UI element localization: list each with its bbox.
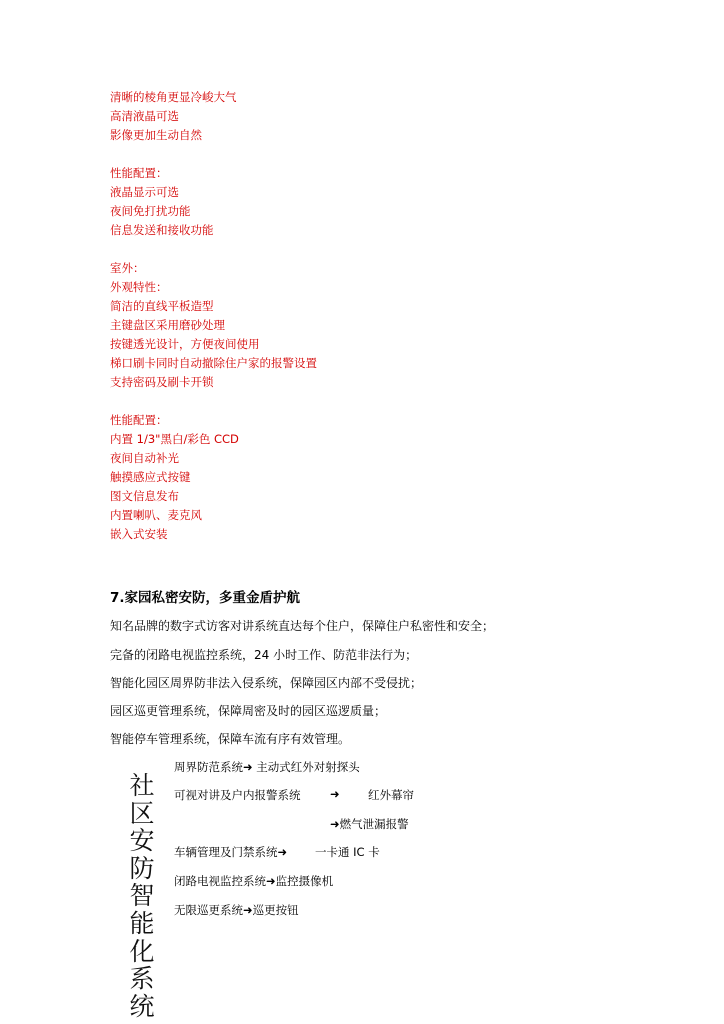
feature-line: 影像更加生动自然 bbox=[110, 128, 202, 142]
paragraph: 智能停车管理系统，保障车流有序有效管理。 bbox=[110, 732, 351, 746]
paragraph: 园区巡更管理系统，保障周密及时的园区巡逻质量； bbox=[110, 704, 387, 718]
section-heading: 7.家园私密安防，多重金盾护航 bbox=[110, 590, 301, 606]
feature-line: 触摸感应式按键 bbox=[110, 470, 191, 484]
feature-line: 嵌入式安装 bbox=[110, 527, 168, 541]
feature-line: 清晰的棱角更显冷峻大气 bbox=[110, 90, 237, 104]
feature-line: 高清液晶可选 bbox=[110, 109, 179, 123]
indoor-performance-list bbox=[110, 164, 214, 240]
feature-line: 内置喇叭、麦克风 bbox=[110, 508, 202, 522]
feature-heading: 性能配置： bbox=[110, 413, 168, 427]
feature-line: 主键盘区采用磨砂处理 bbox=[110, 318, 225, 332]
diagram-row-patrol: 无限巡更系统➜巡更按钮 bbox=[174, 903, 299, 917]
paragraph: 完备的闭路电视监控系统，24 小时工作、防范非法行为； bbox=[110, 648, 418, 662]
feature-line: 简洁的直线平板造型 bbox=[110, 299, 214, 313]
paragraph: 知名品牌的数字式访客对讲系统直达每个住户，保障住户私密性和安全； bbox=[110, 619, 495, 633]
feature-line: 梯口刷卡同时自动撤除住户家的报警设置 bbox=[110, 356, 317, 370]
diagram-vertical-title: 社区安防智能化系统 bbox=[129, 771, 155, 1021]
outdoor-performance-list bbox=[110, 411, 239, 544]
feature-line: 按键透光设计，方便夜间使用 bbox=[110, 337, 260, 351]
feature-line: 夜间自动补光 bbox=[110, 451, 179, 465]
feature-line: 信息发送和接收功能 bbox=[110, 223, 214, 237]
appearance-features-list bbox=[110, 88, 237, 145]
outdoor-appearance-list bbox=[110, 259, 317, 392]
paragraph: 智能化园区周界防非法入侵系统，保障园区内部不受侵扰； bbox=[110, 676, 423, 690]
diagram-row-vehicle-target: 一卡通 IC 卡 bbox=[315, 845, 380, 859]
feature-line: 支持密码及刷卡开锁 bbox=[110, 375, 214, 389]
diagram-row-vehicle-label: 车辆管理及门禁系统➜ bbox=[174, 845, 288, 859]
feature-line: 内置 1/3"黑白/彩色 CCD bbox=[110, 432, 239, 446]
feature-line: 液晶显示可选 bbox=[110, 185, 179, 199]
feature-heading: 性能配置： bbox=[110, 166, 168, 180]
diagram-row-intercom-target: 红外幕帘 bbox=[368, 788, 414, 802]
diagram-row-perimeter: 周界防范系统➜ 主动式红外对射探头 bbox=[174, 760, 360, 774]
diagram-row-gas-leak: ➜燃气泄漏报警 bbox=[330, 817, 409, 831]
feature-line: 夜间免打扰功能 bbox=[110, 204, 191, 218]
feature-line: 图文信息发布 bbox=[110, 489, 179, 503]
feature-heading: 室外： bbox=[110, 261, 145, 275]
diagram-row-intercom-label: 可视对讲及户内报警系统 bbox=[174, 788, 301, 802]
diagram-arrow: ➜ bbox=[330, 787, 340, 801]
diagram-row-cctv: 闭路电视监控系统➜监控摄像机 bbox=[174, 874, 334, 888]
feature-heading: 外观特性： bbox=[110, 280, 168, 294]
